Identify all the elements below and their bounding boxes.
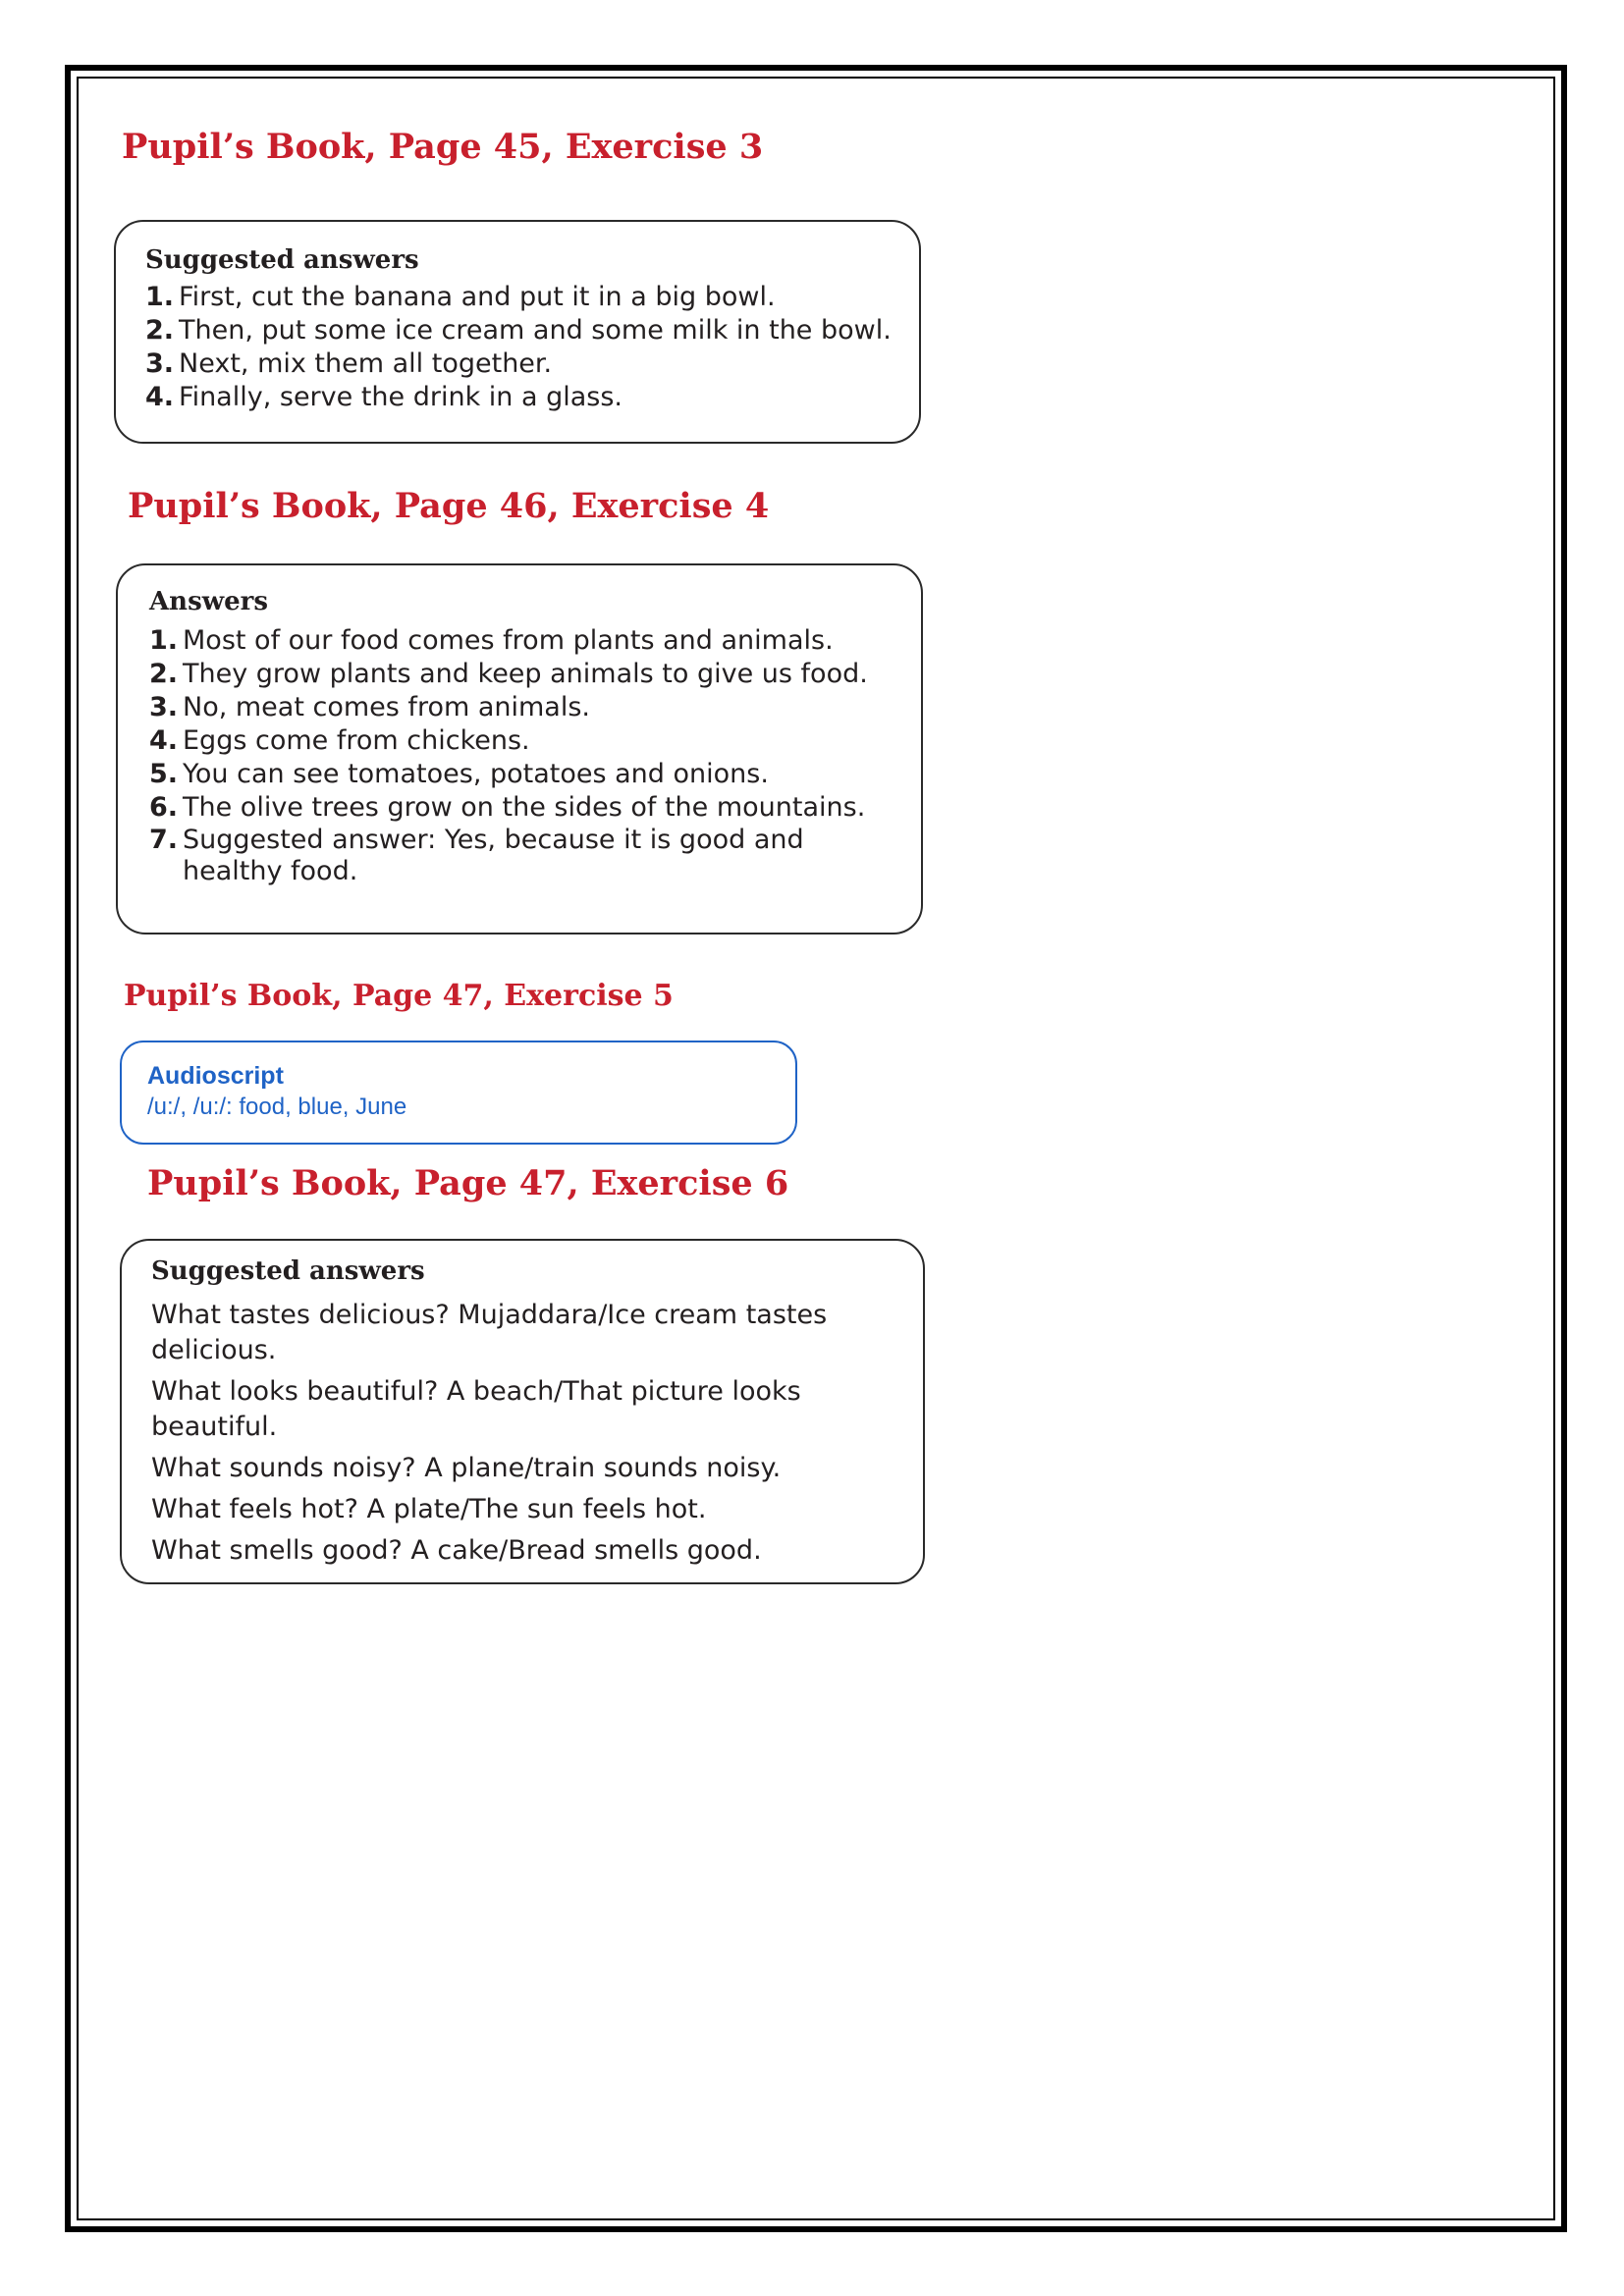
- list-item: 3. No, meat comes from animals.: [149, 692, 591, 722]
- list-item: 1. Most of our food comes from plants and animals.: [149, 625, 834, 656]
- box-title: Suggested answers: [145, 245, 419, 275]
- answer-list: [149, 624, 882, 887]
- list-item: 2. Then, put some ice cream and some milk in the bowl.: [145, 315, 892, 346]
- section-heading-ex4: Pupil’s Book, Page 46, Exercise 4: [128, 486, 770, 526]
- section-heading-ex6: Pupil’s Book, Page 47, Exercise 6: [147, 1163, 789, 1203]
- answer-line: What smells good? A cake/Bread smells good.: [151, 1535, 762, 1566]
- section-heading-ex3: Pupil’s Book, Page 45, Exercise 3: [122, 127, 764, 167]
- list-item: 4. Finally, serve the drink in a glass.: [145, 382, 623, 412]
- audioscript-title: Audioscript: [147, 1062, 284, 1090]
- section-heading-ex5: Pupil’s Book, Page 47, Exercise 5: [124, 979, 674, 1013]
- answer-line: What looks beautiful? A beach/That picture looks beautiful.: [151, 1376, 801, 1442]
- answer-line: What feels hot? A plate/The sun feels hot.: [151, 1494, 707, 1524]
- list-item: 7. Suggested answer: Yes, because it is good and healthy food.: [149, 825, 804, 886]
- audioscript-box: [120, 1041, 797, 1145]
- box-title: Answers: [149, 587, 268, 616]
- answer-box-ex6: [120, 1239, 925, 1584]
- audioscript-text: /u:/, /u:/: food, blue, June: [147, 1094, 407, 1120]
- list-item: 3. Next, mix them all together.: [145, 348, 553, 379]
- list-item: 5. You can see tomatoes, potatoes and onions.: [149, 759, 769, 789]
- answer-line: What tastes delicious? Mujaddara/Ice cream tastes delicious.: [151, 1300, 828, 1365]
- answer-line: What sounds noisy? A plane/train sounds noisy.: [151, 1453, 782, 1483]
- answer-box-ex3: [114, 220, 921, 444]
- list-item: 1. First, cut the banana and put it in a big bowl.: [145, 282, 776, 312]
- list-item: 6. The olive trees grow on the sides of the mountains.: [149, 792, 866, 823]
- list-item: 2. They grow plants and keep animals to give us food.: [149, 659, 868, 689]
- answer-box-ex4: [116, 563, 923, 934]
- box-title: Suggested answers: [151, 1256, 425, 1286]
- list-item: 4. Eggs come from chickens.: [149, 725, 530, 756]
- answer-list: [145, 281, 892, 414]
